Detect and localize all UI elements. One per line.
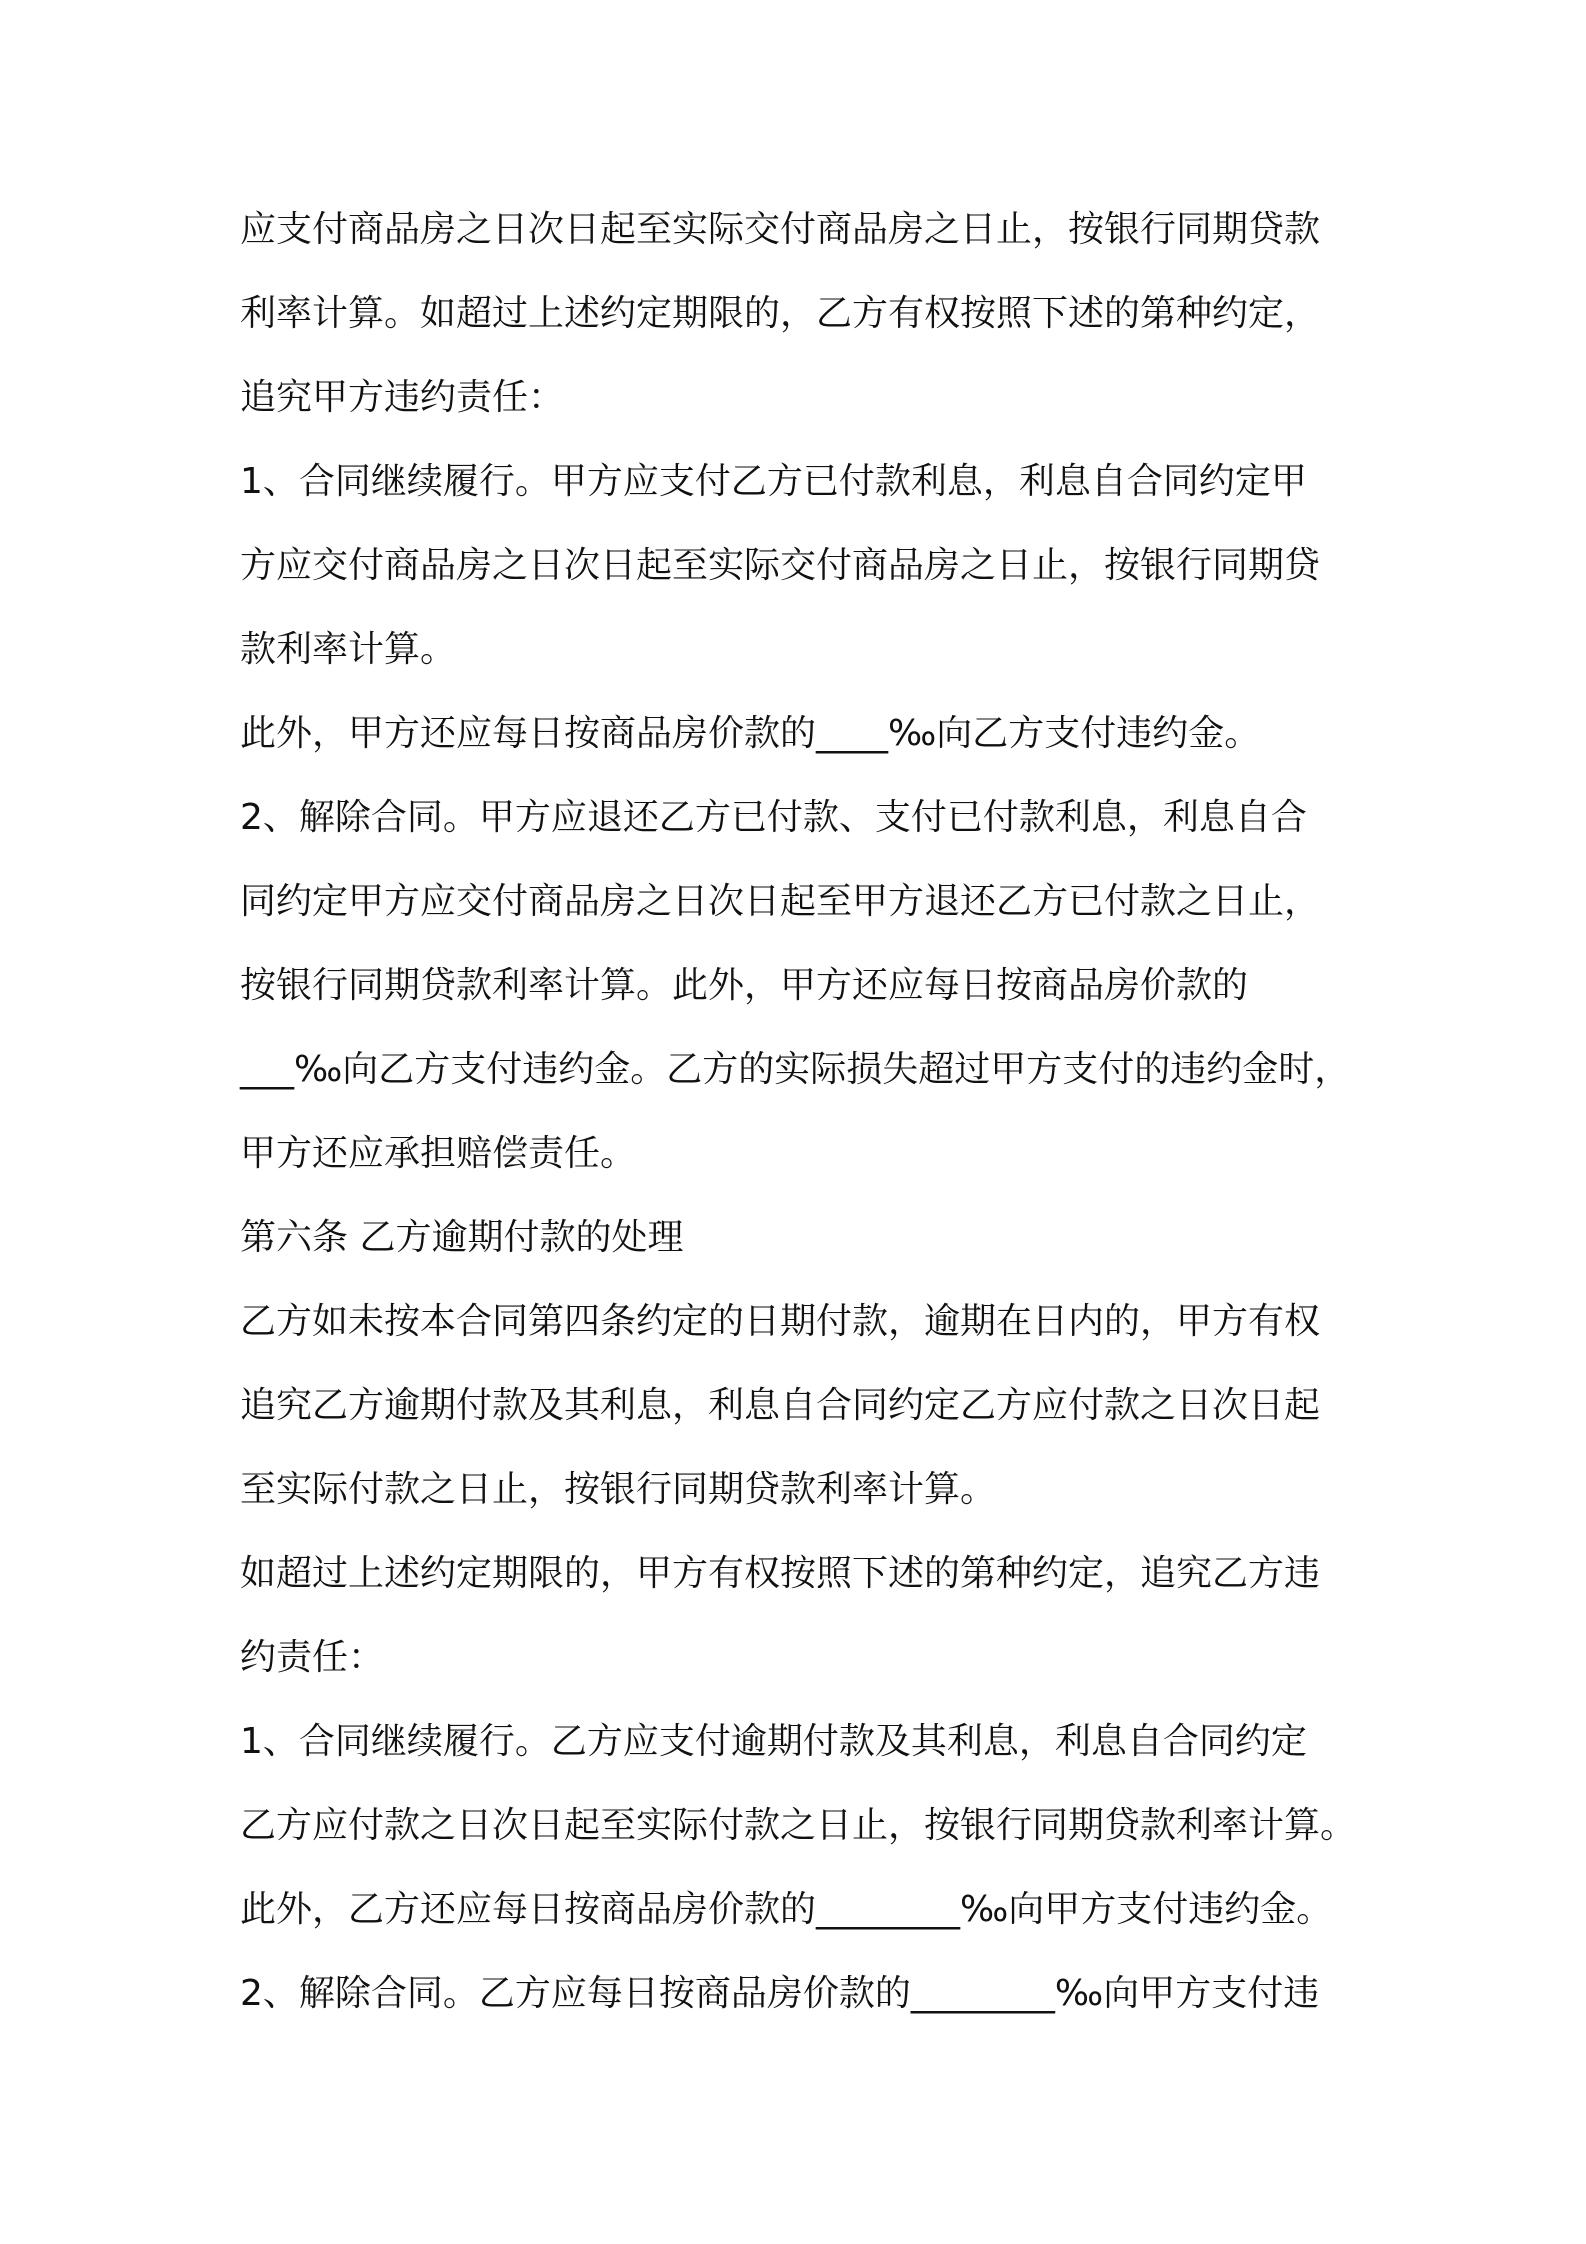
text-line: 如超过上述约定期限的，甲方有权按照下述的第种约定，追究乙方违 (240, 1553, 1321, 1594)
text-line: 此外，甲方还应每日按商品房价款的____‰向乙方支付违约金。 (240, 713, 1261, 754)
text-line: 利率计算。如超过上述约定期限的，乙方有权按照下述的第种约定， (240, 293, 1321, 334)
text-line: 款利率计算。 (240, 629, 457, 670)
text-line: 乙方应付款之日次日起至实际付款之日止，按银行同期贷款利率计算。 (240, 1805, 1357, 1846)
text-line: 至实际付款之日止，按银行同期贷款利率计算。 (240, 1469, 997, 1510)
text-line: 同约定甲方应交付商品房之日次日起至甲方退还乙方已付款之日止， (240, 881, 1321, 922)
text-line: 乙方如未按本合同第四条约定的日期付款，逾期在日内的，甲方有权 (240, 1301, 1321, 1342)
text-line: 1、合同继续履行。乙方应支付逾期付款及其利息，利息自合同约定 (240, 1721, 1307, 1762)
text-line: 1、合同继续履行。甲方应支付乙方已付款利息，利息自合同约定甲 (240, 461, 1307, 502)
text-line: 约责任： (240, 1637, 385, 1678)
text-line: 追究乙方逾期付款及其利息，利息自合同约定乙方应付款之日次日起 (240, 1385, 1321, 1426)
document-body (240, 200, 1360, 2048)
text-line: 甲方还应承担赔偿责任。 (240, 1133, 637, 1174)
text-line: 追究甲方违约责任： (240, 377, 565, 418)
section-heading: 第六条 乙方逾期付款的处理 (240, 1217, 684, 1258)
text-line: 应支付商品房之日次日起至实际交付商品房之日止，按银行同期贷款 (240, 209, 1321, 250)
text-line: 2、解除合同。甲方应退还乙方已付款、支付已付款利息，利息自合 (240, 797, 1307, 838)
text-line: 方应交付商品房之日次日起至实际交付商品房之日止，按银行同期贷 (240, 545, 1321, 586)
text-line: 按银行同期贷款利率计算。此外，甲方还应每日按商品房价款的 (240, 965, 1249, 1006)
text-line: ___‰向乙方支付违约金。乙方的实际损失超过甲方支付的违约金时， (240, 1049, 1351, 1090)
text-line: 2、解除合同。乙方应每日按商品房价款的________‰向甲方支付违 (240, 1973, 1320, 2014)
text-line: 此外，乙方还应每日按商品房价款的________‰向甲方支付违约金。 (240, 1889, 1333, 1930)
